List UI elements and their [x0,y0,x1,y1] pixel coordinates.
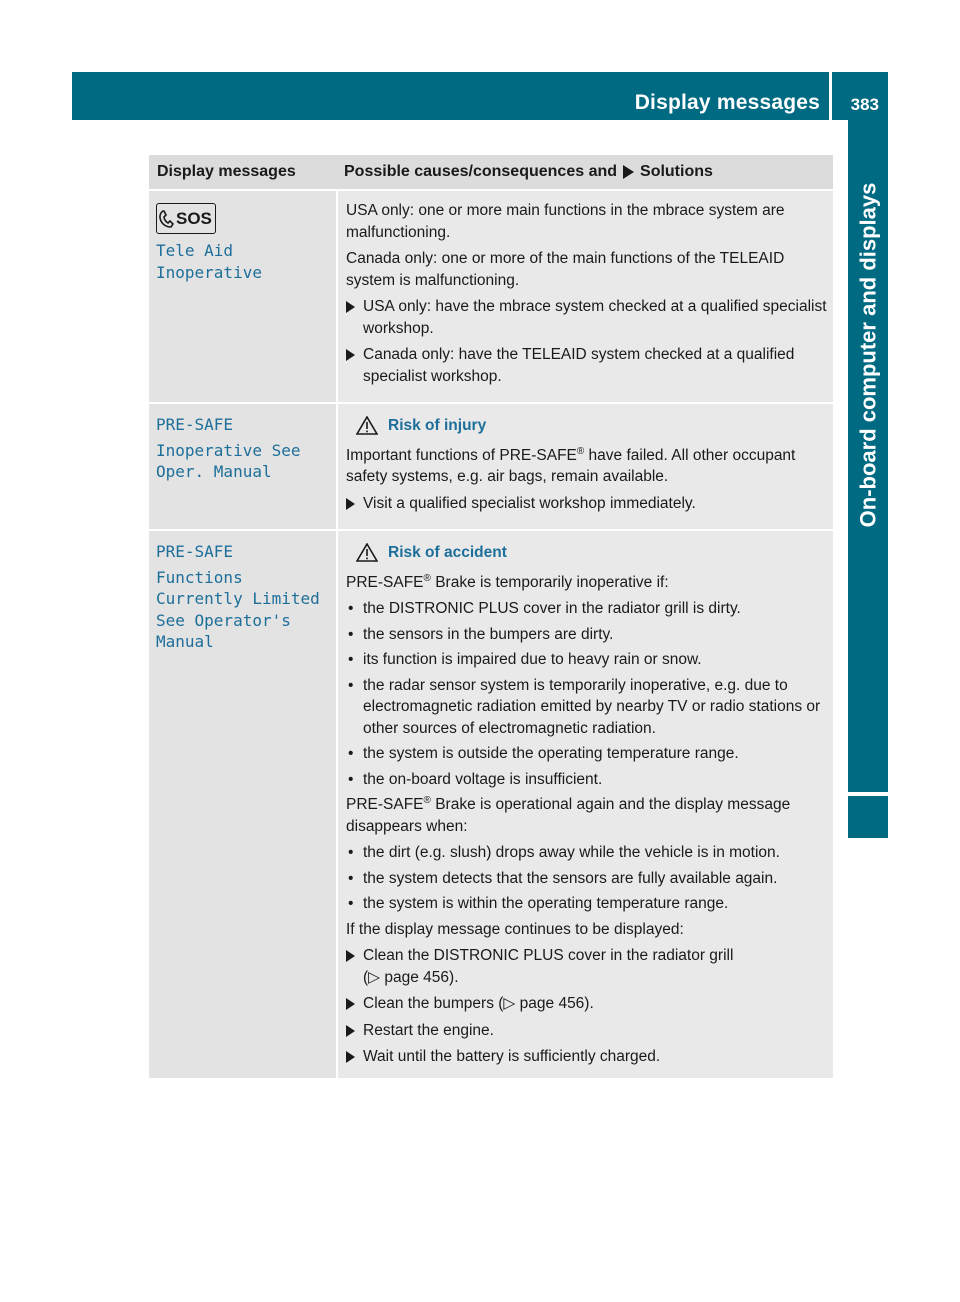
bullet: • [348,770,354,788]
paragraph [346,445,827,488]
solution-cell [336,404,833,529]
sos-icon [156,203,216,234]
bullet: • [348,651,354,668]
table-row [149,402,833,529]
list-item-text: the system is within the operating temperature range. [363,895,729,912]
message-line: PRE-SAFE [156,542,234,561]
column-header-causes [337,163,713,181]
bullet: • [348,895,354,912]
text: PRE-SAFE [346,796,424,813]
step-arrow-icon [346,344,363,387]
step-arrow-icon [346,493,363,515]
list-item [346,842,827,864]
paragraph: If the display message continues to be displayed: [346,920,684,938]
warning-text: Risk of injury [388,417,487,434]
arrow-right-icon [623,165,634,179]
page-number: 383 [850,95,879,114]
list-item-text: the system detects that the sensors are fully available again. [363,869,778,887]
message-line: Currently Limited [156,589,320,608]
step-text: Wait until the battery is sufficiently charged. [363,1048,661,1065]
message-cell [149,531,336,1078]
registered-mark: ® [423,794,431,806]
step-text: Canada only: have the TELEAID system checked at a qualified specialist workshop. [363,346,795,385]
step-text: USA only: have the mbrace system checked at a qualified specialist workshop. [363,298,827,337]
list-item-text: the on-board voltage is insufficient. [363,770,603,788]
warning-text: Risk of accident [388,544,507,561]
bullet: • [348,844,354,861]
list-item-text: the radar sensor system is temporarily inoperative, e.g. due to electromagnetic radiation emitted by nearby TV or radio stations or other sources of electromagnetic radiation. [363,676,821,737]
step-arrow-icon [346,993,363,1015]
list-item [346,624,827,646]
warning-triangle-icon [356,416,378,435]
side-tab-label: On-board computer and displays [855,182,880,528]
side-tab-label-wrap [848,120,888,590]
message-cell [149,191,336,402]
message-line: Inoperative [156,262,262,282]
message-line: Tele Aid [156,241,234,260]
list-item [346,649,827,671]
step-text-line: Clean the DISTRONIC PLUS cover in the radiator grill [363,947,734,964]
text: Brake is temporarily inoperative if: [430,573,669,591]
warning-heading [356,415,827,437]
column-header-solutions-text: Solutions [640,163,713,180]
action-step [346,945,827,988]
column-header-messages: Display messages [157,163,296,180]
registered-mark: ® [423,572,431,584]
list-item-text: the DISTRONIC PLUS cover in the radiator grill is dirty. [363,600,741,617]
display-messages-table [149,155,833,1078]
solution-cell [336,191,833,402]
step-arrow-icon [346,296,363,339]
step-arrow-icon [346,1020,363,1042]
message-line: Manual [156,632,214,651]
phone-icon [159,210,175,228]
text: Important functions of PRE-SAFE [346,446,577,464]
action-step [346,993,827,1015]
side-tab-block [848,796,888,838]
bullet: • [348,869,354,887]
warning-triangle-icon [356,543,378,562]
step-arrow-icon [346,945,363,988]
table-row [149,189,833,402]
action-step [346,296,827,339]
list-item [346,868,827,890]
message-line: Functions [156,567,243,587]
list-item [346,893,827,915]
paragraph: Canada only: one or more of the main functions of the TELEAID system is malfunctioning. [346,250,785,289]
step-text: Restart the engine. [363,1021,494,1039]
page-reference-link[interactable]: (▷ page 456). [363,968,459,986]
action-step [346,493,827,515]
header-divider [829,72,832,120]
bullet: • [348,745,354,762]
list-item [346,675,827,740]
message-line: See Operator's [156,610,291,630]
message-line: Oper. Manual [156,462,272,481]
table-row [149,529,833,1078]
text: PRE-SAFE [346,573,424,591]
registered-mark: ® [576,445,585,457]
text: have failed. All other occupant safety systems, e.g. air bags, remain available. [346,446,796,485]
action-step [346,1046,827,1068]
page-header [72,72,888,120]
step-arrow-icon [346,1046,363,1068]
list-item [346,743,827,765]
table-header [149,155,833,189]
list-item-text: the system is outside the operating temperature range. [363,745,739,762]
bullet: • [348,676,354,694]
paragraph [346,572,827,594]
list-item-text: its function is impaired due to heavy rain or snow. [363,651,702,668]
paragraph: USA only: one or more main functions in the mbrace system are malfunctioning. [346,202,785,241]
warning-heading [356,542,827,564]
step-text: Visit a qualified specialist workshop immediately. [363,494,696,512]
list-item [346,598,827,620]
column-header-causes-text: Possible causes/consequences and [344,163,618,180]
list-item [346,769,827,791]
message-cell [149,404,336,529]
message-line: PRE-SAFE [156,415,234,434]
step-text [363,945,733,988]
action-step [346,344,827,387]
action-step [346,1020,827,1042]
bullet: • [348,600,354,617]
text: Brake is operational again and the display message disappears when: [346,796,791,835]
message-line: Inoperative See [156,440,301,460]
sos-icon-text: SOS [176,208,212,228]
list-item-text: the dirt (e.g. slush) drops away while the vehicle is in motion. [363,844,780,861]
step-text: Clean the bumpers (▷ page 456). [363,995,594,1012]
solution-cell [336,531,833,1078]
header-title: Display messages [634,91,820,114]
bullet: • [348,625,354,643]
list-item-text: the sensors in the bumpers are dirty. [363,625,614,643]
paragraph [346,794,827,837]
